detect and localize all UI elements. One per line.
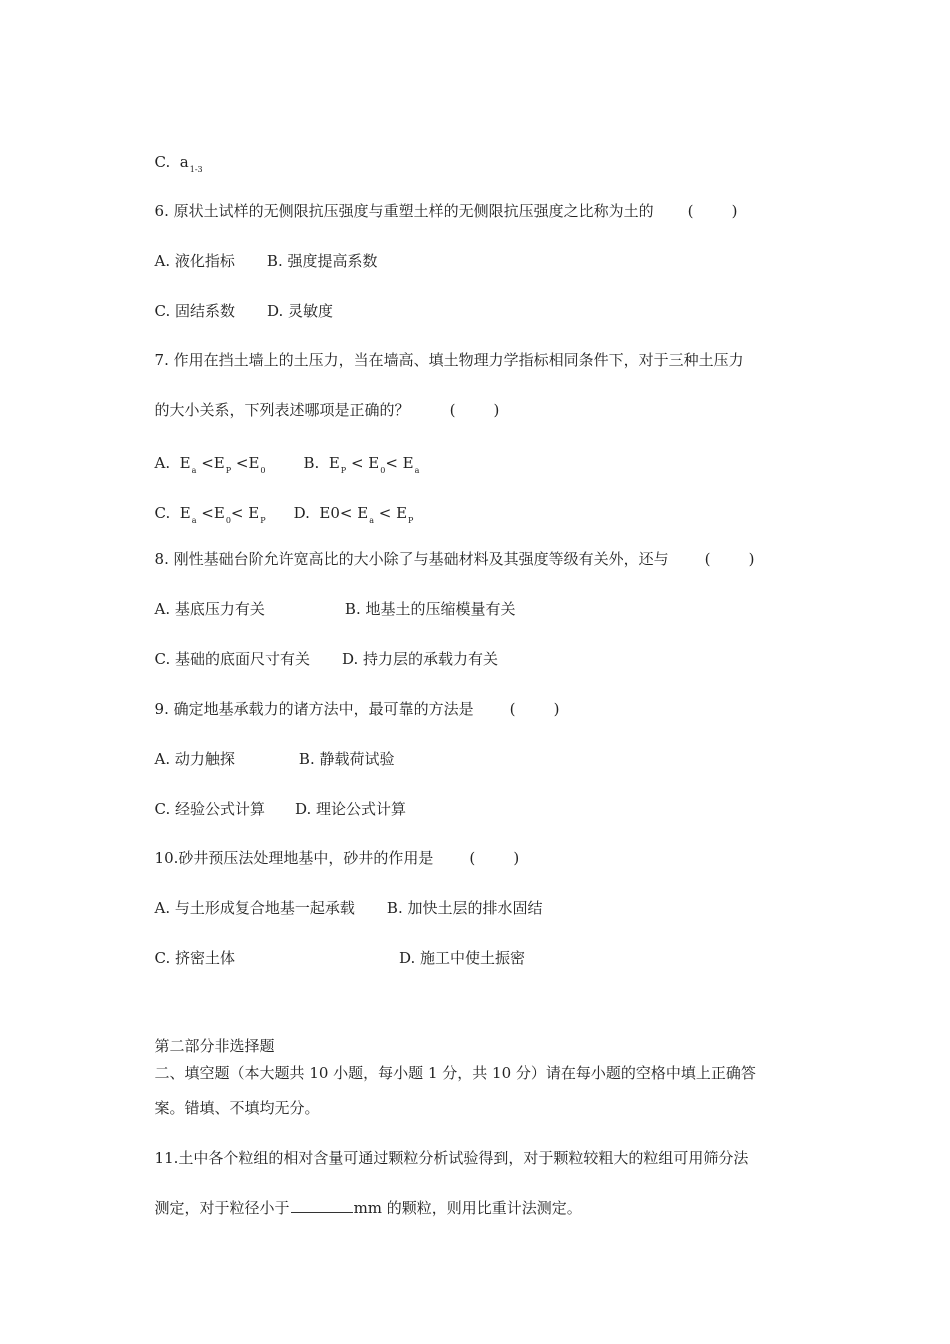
q7-b-sub2: 0 [380,466,386,475]
q10-stem [145,828,519,868]
q7-b-part1: B. E [303,454,340,472]
q7-b-sub3: a [414,466,420,475]
q5-option-c-subscript: 1-3 [189,165,203,174]
q8-stem [145,529,755,569]
q7-b-sub1: P [340,466,347,475]
q7-a-part3: <E [231,454,260,472]
q7-stem1-text: 7. 作用在挡土墙上的土压力，当在墙高、填土物理力学指标相同条件下，对于三种土压力 [154,351,744,369]
q7-c-sub3: P [260,516,266,525]
q5-option-c [145,132,203,175]
q6-options-cd [145,281,333,321]
q7-a-part1: A. E [154,454,191,472]
q7-option-a [154,454,266,475]
q10-option-d: D. 施工中使土振密 [399,949,526,967]
q10-options-cd [145,928,525,968]
q7-options-cd [145,483,413,526]
q7-answer-paren: ( ) [449,401,500,419]
q11-line2-after-blank: mm 的颗粒，则用比重计法测定。 [353,1199,582,1217]
q7-b-part3: < E [385,454,414,472]
q8-option-a: A. 基底压力有关 [154,600,265,618]
q9-option-c: C. 经验公式计算 [154,800,266,818]
q9-options-cd [145,779,406,819]
q6-options-ab [145,231,377,271]
q9-option-a: A. 动力触探 [154,750,235,768]
q9-answer-paren: ( ) [509,700,560,718]
q9-stem [145,679,560,719]
q8-answer-paren: ( ) [704,550,755,568]
q11-line2-before-blank: 测定，对于粒径小于 [154,1199,290,1217]
q6-stem [145,181,738,221]
q6-option-c: C. 固结系数 [154,302,236,320]
q8-options-ab [145,579,515,619]
q9-option-d: D. 理论公式计算 [295,800,407,818]
section-instructions-line2 [145,1078,320,1118]
q8-stem-text: 8. 刚性基础台阶允许宽高比的大小除了与基础材料及其强度等级有关外，还与 [154,550,669,568]
q7-d-sub2: P [408,516,414,525]
q7-c-part1: C. E [154,504,191,522]
q7-c-part3: < E [230,504,260,522]
q10-option-c: C. 挤密土体 [154,949,236,967]
q6-option-a: A. 液化指标 [154,252,235,270]
q7-option-c [154,504,266,525]
q10-stem-text: 10.砂井预压法处理地基中，砂井的作用是 [154,849,434,867]
q10-option-b: B. 加快土层的排水固结 [386,899,543,917]
q7-options-ab [145,433,419,476]
q5-option-c-text: C. a [154,153,189,171]
q7-stem2-text: 的大小关系，下列表述哪项是正确的？ [154,401,410,419]
q10-option-a: A. 与土形成复合地基一起承载 [154,899,355,917]
q6-option-b: B. 强度提高系数 [266,252,378,270]
q9-options-ab [145,729,394,769]
q7-c-part2: <E [196,504,225,522]
q7-option-b [303,454,420,475]
q7-d-part1: D. E0< E [293,504,369,522]
q6-stem-text: 6. 原状土试样的无侧限抗压强度与重塑土样的无侧限抗压强度之比称为土的 [154,202,654,220]
part2-title-text: 第二部分非选择题 [154,1037,275,1055]
q7-c-sub2: 0 [225,516,231,525]
q7-stem-line2 [145,380,499,420]
q9-stem-text: 9. 确定地基承载力的诸方法中，最可靠的方法是 [154,700,474,718]
q11-fill-blank[interactable] [291,1198,353,1213]
q7-d-sub1: a [369,516,374,525]
q8-options-cd [145,629,498,669]
q9-option-b: B. 静载荷试验 [298,750,395,768]
section-instructions-line1 [145,1043,756,1083]
q7-a-sub2: P [225,466,232,475]
q11-line1-text: 11.土中各个粒组的相对含量可通过颗粒分析试验得到，对于颗粒较粗大的粒组可用筛分法 [154,1149,749,1167]
q10-options-ab [145,878,542,918]
q8-option-d: D. 持力层的承载力有关 [342,650,499,668]
q7-a-sub3: 0 [260,466,266,475]
q7-b-part2: < E [346,454,380,472]
q11-line1 [145,1128,748,1168]
q8-option-b: B. 地基土的压缩模量有关 [344,600,516,618]
q7-c-sub1: a [191,516,197,525]
q8-option-c: C. 基础的底面尺寸有关 [154,650,311,668]
q7-a-sub1: a [191,466,197,475]
q7-a-part2: <E [196,454,225,472]
q10-answer-paren: ( ) [469,849,520,867]
section-instructions-text2: 案。错填、不填均无分。 [154,1099,320,1117]
q7-option-d [293,504,414,525]
q11-line2 [145,1178,582,1218]
section-instructions-text1: 二、填空题（本大题共 10 小题，每小题 1 分，共 10 分）请在每小题的空格中填上正确答 [154,1064,756,1082]
q7-d-part2: < E [373,504,408,522]
q6-option-d: D. 灵敏度 [267,302,334,320]
q6-answer-paren: ( ) [687,202,738,220]
q7-stem-line1 [145,330,744,370]
